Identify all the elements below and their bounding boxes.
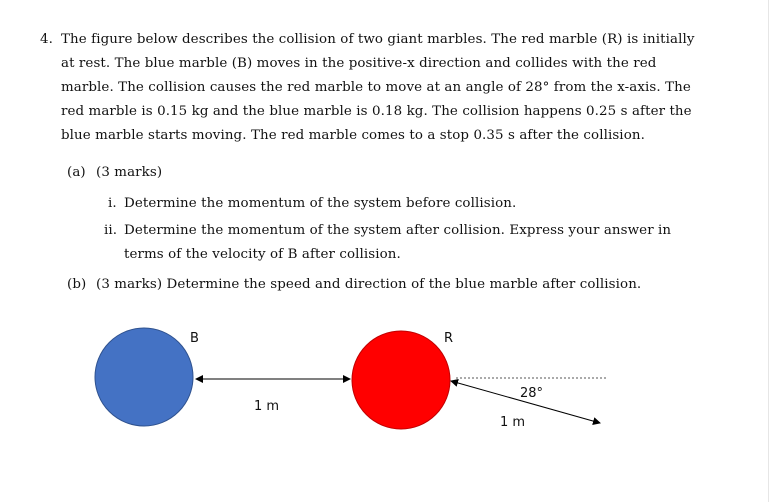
part-a-item-1-text: Determine the momentum of the system before collision. <box>124 196 517 211</box>
question-line-5: blue marble starts moving. The red marble comes to a stop 0.35 s after the collision. <box>61 128 645 143</box>
blue-marble-label: B <box>190 331 199 346</box>
question-line-2: at rest. The blue marble (B) moves in the positive-x direction and collides with the red <box>61 56 657 71</box>
red-marble-label: R <box>444 331 454 346</box>
distance-label-right: 1 m <box>500 415 526 430</box>
part-a-marks: (3 marks) <box>96 165 163 180</box>
part-b-text: (3 marks) Determine the speed and direction of the blue marble after collision. <box>96 277 642 292</box>
red-marble <box>352 331 450 429</box>
part-a-label: (a) <box>67 165 86 180</box>
part-a-item-2-text: Determine the momentum of the system after collision. Express your answer in <box>124 223 672 238</box>
question-line-3: marble. The collision causes the red marble to move at an angle of 28° from the x-axis. The <box>61 80 691 95</box>
question-number: 4. <box>40 32 53 47</box>
part-a-item-2-number: ii. <box>104 223 118 238</box>
question-line-1: The figure below describes the collision of two giant marbles. The red marble (R) is initially <box>61 32 695 47</box>
angle-label: 28° <box>520 386 544 401</box>
question-line-4: red marble is 0.15 kg and the blue marble is 0.18 kg. The collision happens 0.25 s after the <box>61 104 692 119</box>
distance-label-left: 1 m <box>254 399 280 414</box>
part-a-item-1-number: i. <box>108 196 117 211</box>
part-b-label: (b) <box>67 277 87 292</box>
part-a-item-2-continuation: terms of the velocity of B after collision. <box>124 247 401 262</box>
page-right-border <box>768 0 769 502</box>
blue-marble <box>95 328 193 426</box>
